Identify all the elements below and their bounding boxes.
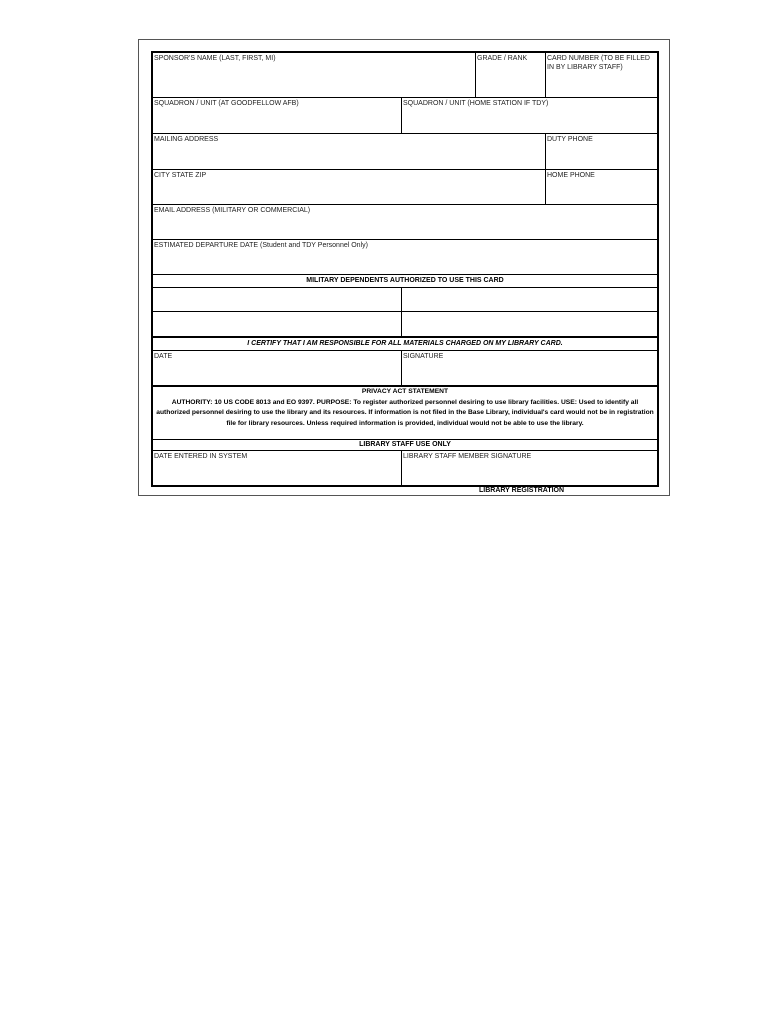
dependent-field-3[interactable] bbox=[153, 312, 402, 336]
dependents-header: MILITARY DEPENDENTS AUTHORIZED TO USE THIS CARD bbox=[306, 277, 504, 284]
staff-signature-field[interactable] bbox=[402, 451, 657, 485]
date-entered-label: DATE ENTERED IN SYSTEM bbox=[154, 453, 248, 460]
email-field[interactable] bbox=[153, 205, 657, 239]
squadron-row bbox=[153, 98, 657, 134]
library-registration-card bbox=[138, 39, 670, 496]
sponsor-row bbox=[153, 53, 657, 98]
departure-row bbox=[153, 240, 657, 275]
sponsor-name-field[interactable] bbox=[153, 53, 476, 97]
privacy-act-block bbox=[153, 387, 657, 439]
city-row bbox=[153, 170, 657, 205]
duty-phone-field[interactable] bbox=[546, 134, 657, 169]
city-state-zip-field[interactable] bbox=[153, 170, 546, 204]
certify-row bbox=[153, 338, 657, 351]
email-label: EMAIL ADDRESS (MILITARY OR COMMERCIAL) bbox=[154, 207, 311, 214]
form-title: LIBRARY REGISTRATION bbox=[479, 487, 565, 494]
signature-field[interactable] bbox=[402, 351, 657, 385]
date-entered-field[interactable] bbox=[153, 451, 402, 485]
dependents-header-row bbox=[153, 275, 657, 288]
date-label: DATE bbox=[154, 353, 173, 360]
city-state-zip-label: CITY STATE ZIP bbox=[154, 172, 207, 179]
dependent-field-1[interactable] bbox=[153, 288, 402, 311]
home-phone-field[interactable] bbox=[546, 170, 657, 204]
staff-use-header: LIBRARY STAFF USE ONLY bbox=[359, 441, 451, 448]
grade-rank-field[interactable] bbox=[476, 53, 546, 97]
squadron-home-field[interactable] bbox=[402, 98, 657, 133]
signature-label: SIGNATURE bbox=[403, 353, 444, 360]
privacy-act-title: PRIVACY ACT STATEMENT bbox=[361, 388, 449, 395]
squadron-home-label: SQUADRON / UNIT (HOME STATION IF TDY) bbox=[403, 100, 549, 107]
privacy-row bbox=[153, 387, 657, 440]
email-row bbox=[153, 205, 657, 240]
dependent-field-2[interactable] bbox=[402, 288, 657, 311]
dependents-row-2 bbox=[153, 312, 657, 338]
card-number-label: CARD NUMBER (TO BE FILLED IN BY LIBRARY STAFF) bbox=[547, 55, 650, 71]
departure-date-field[interactable] bbox=[153, 240, 657, 274]
dependents-row-1 bbox=[153, 288, 657, 312]
squadron-goodfellow-field[interactable] bbox=[153, 98, 402, 133]
sponsor-name-label: SPONSOR'S NAME (LAST, FIRST, MI) bbox=[154, 55, 276, 62]
mailing-row bbox=[153, 134, 657, 170]
date-field[interactable] bbox=[153, 351, 402, 385]
certify-statement: I CERTIFY THAT I AM RESPONSIBLE FOR ALL MATERIALS CHARGED ON MY LIBRARY CARD. bbox=[247, 340, 563, 347]
privacy-act-body: AUTHORITY: 10 US CODE 8013 and EO 9397. PURPOSE: To register authorized personnel desiring to use library facilities. USE: Used to identify all authorized personnel desiring to use the library and its resources. If information is not filed in the Base Library, individual's card would not be in registration file for library resources. Unless required information is provided, individual would not be able to use the library. bbox=[156, 398, 654, 427]
squadron-goodfellow-label: SQUADRON / UNIT (AT GOODFELLOW AFB) bbox=[154, 100, 299, 107]
home-phone-label: HOME PHONE bbox=[547, 172, 595, 179]
staff-signature-label: LIBRARY STAFF MEMBER SIGNATURE bbox=[403, 453, 532, 460]
staff-row bbox=[153, 451, 657, 485]
registration-form bbox=[151, 51, 659, 487]
dependent-field-4[interactable] bbox=[402, 312, 657, 336]
staff-use-header-row bbox=[153, 440, 657, 451]
date-signature-row bbox=[153, 351, 657, 387]
duty-phone-label: DUTY PHONE bbox=[547, 136, 593, 143]
mailing-address-field[interactable] bbox=[153, 134, 546, 169]
mailing-address-label: MAILING ADDRESS bbox=[154, 136, 219, 143]
grade-rank-label: GRADE / RANK bbox=[477, 55, 528, 62]
card-number-field[interactable] bbox=[546, 53, 657, 97]
departure-date-label: ESTIMATED DEPARTURE DATE (Student and TDY Personnel Only) bbox=[154, 242, 368, 249]
